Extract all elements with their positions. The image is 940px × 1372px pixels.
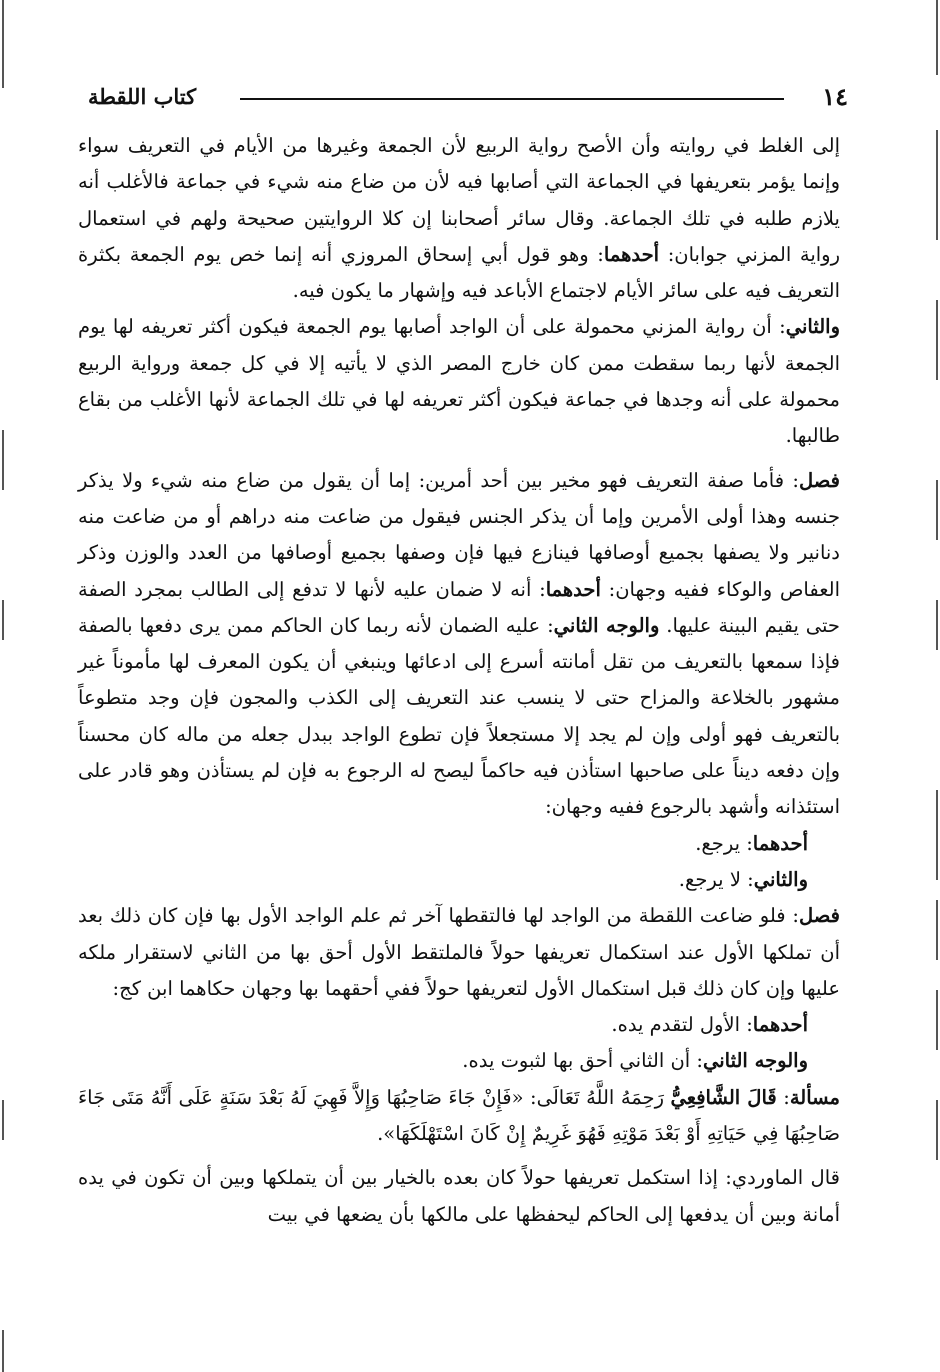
text-run: : أن رواية المزني محمولة على أن الواجد أصابها يوم الجمعة فيكون أكثر تعريفه لها يوم الجمعة لأنها ربما سقطت ممن كان خارج المصر الذي لا يأتيه إلا في كل جمعة ورواية الربيع محمولة على أنه وجدها في جماعة فيكون أكثر تعريفه لها في تلك الجماعة لأنها الأغلب من بقاع طالبها. <box>78 315 840 448</box>
text-run: : يرجع. <box>695 831 753 855</box>
bold-term: أحدهما <box>603 242 660 266</box>
text-run: إلى الغلط في روايته وأن الأصح رواية الربيع لأن الجمعة وغيرها من الأيام في التعريف سواء وإنما يؤمر بتعريفها في الجماعة التي أصابها فيه لأن من ضاع منه شيء في جماعة فالأغلب أنه يلازم طلبه في تلك الجماعة. وقال سائر أصحابنا إن كلا الروايتين صحيحة ولهم في استعمال رواية المزني جوابان: <box>78 134 840 266</box>
page-header <box>88 82 848 116</box>
paragraph-p10 <box>78 1160 840 1233</box>
paragraph-p4 <box>78 826 840 862</box>
text-run: : <box>776 1085 790 1109</box>
running-title: كتاب اللقطة <box>88 84 197 109</box>
text-run: : أن الثاني أحق بها لثبوت يده. <box>462 1049 703 1073</box>
paragraph-p3 <box>78 463 840 826</box>
paragraph-p7 <box>78 1007 840 1043</box>
paragraph-p6 <box>78 898 840 1007</box>
text-run: : لا يرجع. <box>678 867 754 891</box>
text-run: : وهو قول أبي إسحاق المروزي أنه إنما خص يوم الجمعة بكثرة التعريف فيه على سائر الأيام لاجتماع الأباعد فيه وإشهار ما يكون فيه. <box>78 242 840 303</box>
bold-term: أحدهما <box>752 1013 808 1037</box>
text-run: : الأول لتقدم يده. <box>611 1013 753 1037</box>
paragraph-p5 <box>78 862 840 898</box>
bold-term: والوجه الثاني <box>702 1049 808 1073</box>
scan-edge-right <box>934 0 940 1372</box>
page-number: ١٤ <box>822 82 848 111</box>
paragraph-p2 <box>78 309 840 454</box>
bold-term: والثاني <box>753 867 808 891</box>
text-run: رَحِمَهُ اللَّهُ تَعَالَى: «فَإِنْ جَاءَ صَاحِبُهَا وَإِلاَّ فَهِيَ لَهُ بَعْدَ سَنَةٍ عَلَى أَنَّهُ مَتَى جَاءَ صَاحِبُهَا فِي حَيَاتِهِ أَوْ بَعْدَ مَوْتِهِ فَهُوَ غَرِيمٌ إِنْ كَانَ اسْتَهْلَكَهَا». <box>78 1085 840 1146</box>
page-body <box>78 128 840 1233</box>
text-run: قال الماوردي: إذا استكمل تعريفها حولاً كان بعده بالخيار بين أن يتملكها وبين أن تكون في يده أمانة وبين أن يدفعها إلى الحاكم ليحفظها على مالكها بأن يضعها في بيت <box>78 1166 840 1226</box>
paragraph-p1 <box>78 128 840 309</box>
text-run: : عليه الضمان لأنه ربما كان الحاكم ممن يرى دفعها بالصفة فإذا سمعها بالتعريف من تقل أمانته أسرع إلى ادعائها وينبغي أن يكون المعرف لها مأموناً غير مشهور بالخلاعة والمزاح حتى لا ينسب عند التعريف إلى الكذب والمجون فإن وجد متطوعاً بالتعريف فهو أولى وإن لم يجد إلا مستجعلاً فإن تطوع الواجد ببدل جعله من ماله كان محسناً وإن دفعه ديناً على صاحبها استأذن فيه حاكماً ليصح له الرجوع به فإن لم يستأذن وهو قادر على استئذانه وأشهد بالرجوع ففيه وجهان: <box>78 613 840 819</box>
bold-term: فصل <box>799 904 840 928</box>
text-run: : فلو ضاعت اللقطة من الواجد لها فالتقطها آخر ثم علم الواجد الأول بها فإن كان ذلك بعد أن تملكها الأول عند استكمال تعريفها حولاً فالملتقط الأول أحق بها من الثاني لاستقرار ملكه عليها وإن كان ذلك قبل استكمال الأول لتعريفها حولاً ففي أحقهما بها وجهان حكاهما ابن كج: <box>78 904 840 1000</box>
bold-term: أحدهما <box>752 831 808 855</box>
bold-term: أحدهما <box>545 577 601 601</box>
bold-term: مسألة <box>789 1085 840 1109</box>
bold-term: قَالَ الشَّافِعِيُّ <box>670 1085 777 1109</box>
text-run: : أنه لا ضمان عليه لأنها لا تدفع إلى الطالب بمجرد الصفة حتى يقيم البينة عليها. <box>78 577 840 637</box>
scan-edge-left <box>0 0 6 1372</box>
paragraph-p8 <box>78 1043 840 1079</box>
bold-term: فصل <box>799 468 840 492</box>
bold-term: والثاني <box>785 315 840 339</box>
text-run: : فأما صفة التعريف فهو مخير بين أحد أمرين: إما أن يقول من ضاع منه شيء ولا يذكر جنسه وهذا أولى الأمرين وإما أن يذكر الجنس فيقول من ضاعت منه دراهم أو من ضاعت منه دنانير ولا يصفها بجميع أوصافها فينازع فيها فإن وصفها بجميع أوصافها من العدد والوزن وذكر العفاص والوكاء ففيه وجهان: <box>78 468 840 601</box>
bold-term: والوجه الثاني <box>553 613 660 637</box>
paragraph-p9 <box>78 1080 840 1153</box>
header-rule <box>240 98 784 100</box>
